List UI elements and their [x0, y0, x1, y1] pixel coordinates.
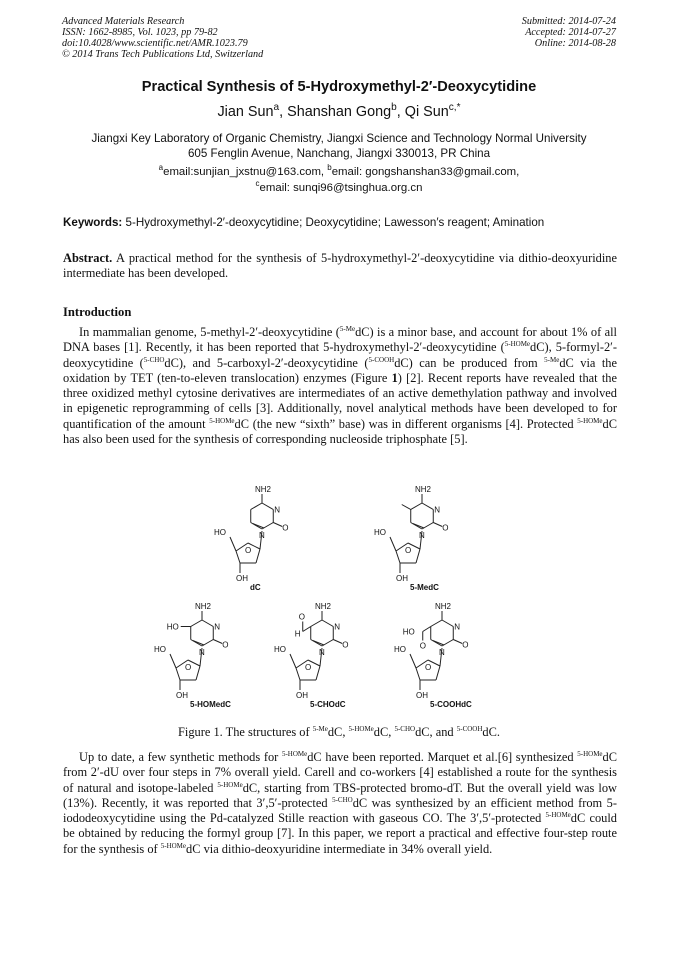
ring-oxygen-label: O — [245, 546, 252, 555]
ring-bond — [262, 503, 273, 510]
ring-bond — [251, 503, 262, 510]
hydroxyl-label: OH — [176, 691, 188, 700]
nitrogen-label: N — [419, 531, 425, 540]
carbonyl-bond — [273, 523, 282, 527]
email-line-1: $^a$email:sunjian_jxstnu@163.com, $^b$email: gongshanshan33@gmail.com, — [158, 163, 520, 178]
ch2-bond — [170, 654, 176, 668]
ring-bond — [191, 640, 202, 647]
oxygen-label: O — [342, 640, 349, 650]
author-affil-mark: c,* — [448, 102, 461, 114]
email-block — [0, 164, 678, 196]
hydroxyl-label: OH — [416, 691, 428, 700]
online-date: Online: 2014-08-28 — [534, 38, 616, 49]
ring-bond — [442, 620, 453, 627]
nucleoside-prefix: 5-CHO — [394, 725, 416, 733]
journal-header — [62, 16, 263, 60]
sugar-bond — [396, 551, 400, 563]
keywords — [63, 216, 623, 229]
amine-label: NH2 — [415, 485, 432, 494]
carboxyl-bond — [423, 627, 431, 632]
nucleoside-prefix: 5-CHO — [332, 795, 353, 804]
nucleoside-prefix: 5-HOMe — [348, 725, 374, 733]
figure-ref: 1 — [391, 370, 398, 385]
ring-bond — [191, 620, 202, 627]
sugar-bond — [416, 668, 420, 680]
oxygen-label: O — [282, 523, 289, 533]
affiliation-line: 605 Fenglin Avenue, Nanchang, Jiangxi 330013, PR China — [187, 147, 491, 160]
oxygen-label: O — [442, 523, 449, 533]
hydroxyl-label: OH — [396, 574, 408, 583]
carbonyl-bond — [453, 640, 462, 644]
sugar-bond — [196, 666, 200, 680]
amine-label: NH2 — [195, 602, 212, 611]
nucleoside-prefix: 5-Me — [339, 325, 356, 333]
amine-label: NH2 — [255, 485, 272, 494]
nucleoside-prefix: 5-HOMe — [577, 416, 603, 425]
journal-doi: doi:10.4028/www.scientific.net/AMR.1023.79 — [62, 38, 248, 49]
ring-bond — [251, 523, 262, 530]
carbonyl-bond — [433, 523, 442, 527]
hydrogen-label: H — [294, 629, 301, 639]
oxygen-label: O — [222, 640, 229, 650]
label-dc: dC — [250, 583, 261, 592]
sugar-bond — [236, 551, 240, 563]
amine-label: NH2 — [435, 602, 452, 611]
affiliation-line: Jiangxi Key Laboratory of Organic Chemistry, Jiangxi Science and Technology Normal University — [91, 132, 587, 145]
hydroxyl-label: HO — [402, 627, 415, 637]
paper-title: Practical Synthesis of 5-Hydroxymethyl-2′-Deoxycytidine — [141, 79, 537, 95]
hydroxyl-label: HO — [394, 645, 406, 654]
email-c: email: sunqi96@tsinghua.org.cn — [259, 182, 423, 194]
abstract-label: Abstract. — [63, 251, 113, 265]
nitrogen-label: N — [274, 505, 281, 515]
copyright: © 2014 Trans Tech Publications Ltd, Switzerland — [62, 49, 264, 60]
ring-oxygen-label: O — [405, 546, 412, 555]
figure-structures — [154, 483, 520, 715]
submitted-date: Submitted: 2014-07-24 — [521, 16, 616, 27]
journal-name: Advanced Materials Research — [62, 16, 185, 27]
oxygen-label: O — [419, 641, 426, 651]
author-name: Jian Sun — [217, 104, 274, 120]
email-b: email: gongshanshan33@gmail.com, — [331, 166, 520, 178]
nucleoside-prefix: 5-HOMe — [545, 811, 571, 820]
nucleoside-prefix: 5-HOMe — [504, 340, 531, 349]
nitrogen-label: N — [259, 531, 265, 540]
author-affil-mark: a — [273, 102, 280, 114]
sugar-bond — [296, 668, 300, 680]
ring-bond — [422, 503, 433, 510]
ring-bond — [311, 620, 322, 627]
nucleoside-prefix: 5-HOMe — [281, 750, 308, 758]
nitrogen-label: N — [214, 622, 221, 632]
affiliation — [0, 131, 678, 161]
label-5-me-dc: 5-MedC — [410, 583, 439, 592]
email-a: email:sunjian_jxstnu@163.com, — [163, 166, 325, 178]
ch2-bond — [410, 654, 416, 668]
nucleoside-prefix: 5-HOMe — [209, 416, 235, 425]
amine-label: NH2 — [315, 602, 332, 611]
hydroxyl-label: HO — [274, 645, 286, 654]
oxygen-label: O — [462, 640, 469, 650]
ring-oxygen-label: O — [305, 663, 312, 672]
hydroxyl-label: HO — [166, 622, 179, 632]
nitrogen-label: N — [454, 622, 461, 632]
sugar-bond — [316, 666, 320, 680]
accepted-date: Accepted: 2014-07-27 — [525, 27, 616, 38]
intro-paragraph-1: In mammalian genome, 5-methyl-2′-deoxycytidine ($^{5-Me}$dC) is a minor base, and account for about 1% of all DNA bases [1]. Recently, it has been reported that 5-hydroxymethyl-2′-deoxycytidine ($^{5-HOMe}$dC), 5-formyl-2′-deoxycytidine ($^{5-CHO}$dC), and 5-carboxyl-2′-deoxycytidine ($^{5-COOH}$dC) can be produced from $^{5-Me}$dC via the oxidation by TET (ten-to-eleven translocation) enzymes (Figure 1) [2]. Recent reports have revealed that the three oxidized methyl cytosine derivatives are intermediates of an active demethylation pathway and involved in epigenetic reprogramming of cells [3]. Additionally, novel analytical methods have been developed to for quantification of the amount $^{5-HOMe}$dC (the new “sixth” base) was in different organisms [4]. Protected $^{5-HOMe}$dC has also been used for the synthesis of corresponding nucleoside triphosphate [5]. — [63, 325, 618, 447]
label-5-home-dc: 5-HOMedC — [190, 700, 231, 709]
sugar-bond — [256, 549, 260, 563]
nitrogen-label: N — [439, 648, 445, 657]
intro-paragraph-2: Up to date, a few synthetic methods for $^{5-HOMe}$dC have been reported. Marquet et al.[6] synthesized $^{5-HOMe}$dC from 2′-dU over four steps in 7% overall yield. Carell and co-workers [4] established a route for the synthesis of natural and isotope-labeled $^{5-HOMe}$dC, starting from TBS-protected bromo-dT. But the overall yield was low (13%). Recently, it was reported that 3′,5′-protected $^{5-CHO}$dC was synthesized by an efficient method from 5-iododeoxycytidine using the Pd-catalyzed Stille reaction with gaseous CO. The 3′,5′-protected $^{5-HOMe}$dC could be obtained by reducing the formyl group [7]. In this paper, we report a practical and effective four-step route for the synthesis of $^{5-HOMe}$dC via dithio-deoxyuridine intermediate in 34% overall yield. — [63, 750, 617, 856]
nitrogen-label: N — [199, 648, 205, 657]
email-line-2: $^c$email: sunqi96@tsinghua.org.cn — [255, 179, 423, 194]
hydroxyl-label: HO — [214, 528, 226, 537]
carbonyl-bond — [333, 640, 342, 644]
ch2-bond — [230, 537, 236, 551]
ring-bond — [202, 620, 213, 627]
ring-oxygen-label: O — [425, 663, 432, 672]
nitrogen-label: N — [319, 648, 325, 657]
nucleoside-prefix: 5-Me — [544, 355, 560, 364]
label-5-cooh-dc: 5-COOHdC — [430, 700, 472, 709]
nucleoside-prefix: 5-Me — [312, 725, 328, 733]
formyl-bond — [303, 627, 311, 632]
section-heading: Introduction — [63, 305, 132, 319]
author-name: Qi Sun — [404, 104, 449, 120]
hydroxyl-label: HO — [154, 645, 166, 654]
hydroxyl-label: HO — [374, 528, 386, 537]
figure-caption: Figure 1. The structures of $^{5-Me}$dC, $^{5-HOMe}$dC, $^{5-CHO}$dC, and $^{5-COOH}$dC. — [178, 725, 500, 739]
ring-oxygen-label: O — [185, 663, 192, 672]
ch2-bond — [290, 654, 296, 668]
oxygen-label: O — [298, 612, 305, 622]
author-list: Jian Sun$^a$, Shanshan Gong$^b$, Qi Sun$^{c,*}$ — [217, 102, 461, 120]
nucleoside-prefix: 5-HOMe — [160, 841, 187, 850]
nucleoside-prefix: 5-HOMe — [577, 750, 603, 758]
abstract — [63, 251, 617, 282]
ring-bond — [431, 620, 442, 627]
ring-bond — [411, 503, 422, 510]
nitrogen-label: N — [334, 622, 341, 632]
sugar-bond — [436, 666, 440, 680]
label-5-cho-dc: 5-CHOdC — [310, 700, 346, 709]
ring-bond — [411, 523, 422, 530]
ring-bond — [322, 620, 333, 627]
nucleoside-prefix: 5-COOH — [368, 355, 395, 364]
author-affil-mark: b — [391, 102, 397, 114]
keywords-text: 5-Hydroxymethyl-2′-deoxycytidine; Deoxycytidine; Lawesson′s reagent; Amination — [125, 216, 545, 229]
nitrogen-label: N — [434, 505, 441, 515]
sugar-bond — [176, 668, 180, 680]
journal-issn: ISSN: 1662-8985, Vol. 1023, pp 79-82 — [62, 27, 218, 38]
abstract-text: A practical method for the synthesis of 5-hydroxymethyl-2′-deoxycytidine via dithio-deoxyuridine intermediate has been developed. — [63, 251, 617, 281]
ring-bond — [311, 640, 322, 647]
methyl-bond — [402, 505, 411, 510]
dates-header — [522, 16, 616, 49]
hydroxyl-label: OH — [296, 691, 308, 700]
hydroxyl-label: OH — [236, 574, 248, 583]
ring-bond — [431, 640, 442, 647]
nucleoside-prefix: 5-COOH — [456, 725, 483, 733]
nucleoside-prefix: 5-CHO — [143, 355, 165, 364]
nucleoside-prefix: 5-HOMe — [217, 780, 243, 789]
author-name: Shanshan Gong — [287, 104, 392, 120]
keywords-label: Keywords: — [63, 216, 123, 229]
ch2-bond — [390, 537, 396, 551]
carbonyl-bond — [213, 640, 222, 644]
sugar-bond — [416, 549, 420, 563]
